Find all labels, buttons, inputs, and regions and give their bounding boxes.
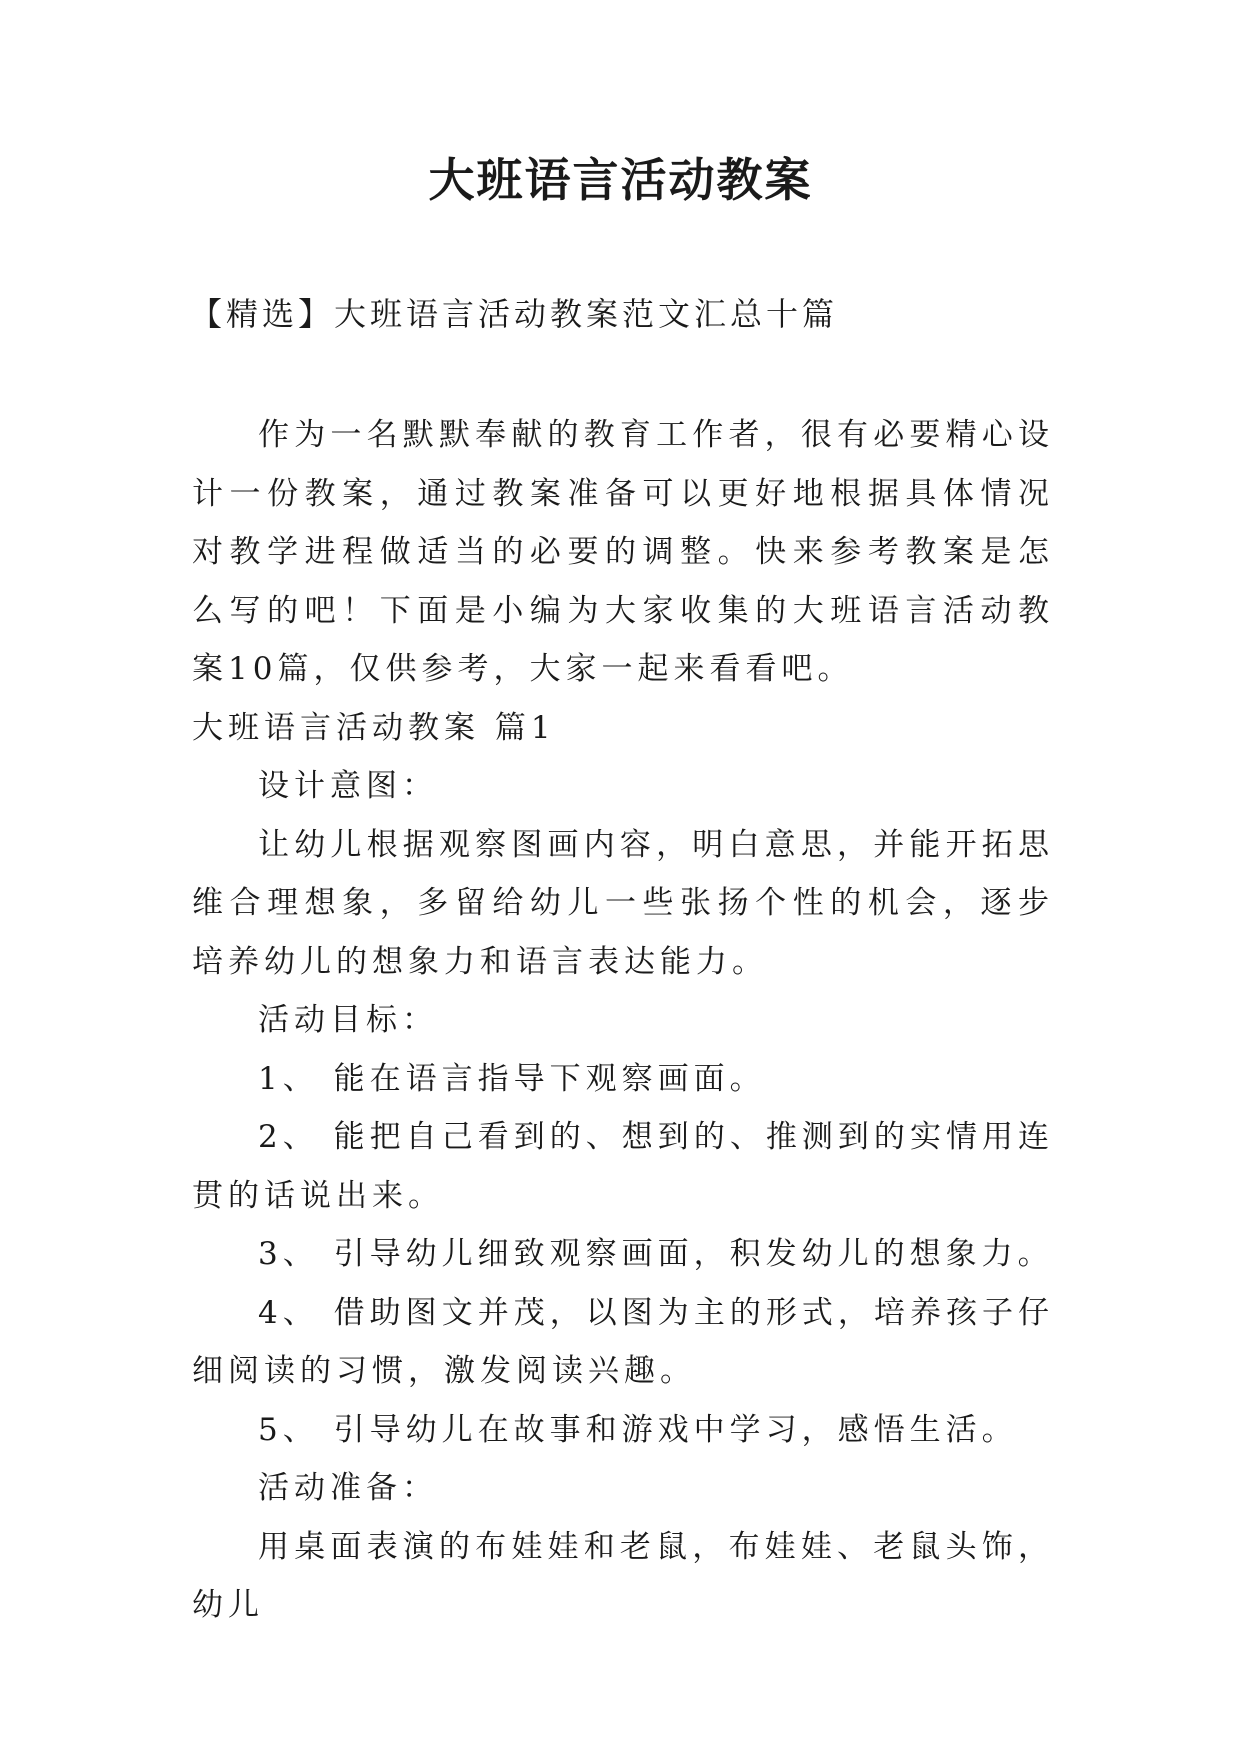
activity-preparation-label: 活动准备： (258, 1470, 438, 1506)
section-heading: 大班语言活动教案 篇1 (192, 709, 556, 746)
goal-item: 1、 能在语言指导下观察画面。 (258, 1060, 766, 1097)
goal-item: 5、 引导幼儿在故事和游戏中学习，感悟生活。 (258, 1411, 1018, 1448)
goal-item: 4、 借助图文并茂，以图为主的形式，培养孩子仔细阅读的习惯，激发阅读兴趣。 (192, 1294, 1054, 1389)
goal-item: 3、 引导幼儿细致观察画面，积发幼儿的想象力。 (258, 1236, 1054, 1272)
preparation-paragraph: 用桌面表演的布娃娃和老鼠，布娃娃、老鼠头饰，幼儿 (192, 1528, 1054, 1623)
activity-goals-label: 活动目标： (258, 1002, 438, 1038)
document-body (192, 406, 1054, 1635)
intro-paragraph: 作为一名默默奉献的教育工作者，很有必要精心设计一份教案，通过教案准备可以更好地根据具体情况对教学进程做适当的必要的调整。快来参考教案是怎么写的吧！下面是小编为大家收集的大班语言活动教案10篇，仅供参考，大家一起来看看吧。 (192, 417, 1054, 687)
document-subtitle: 【精选】大班语言活动教案范文汇总十篇 (190, 295, 839, 333)
design-intent-label: 设计意图： (258, 768, 438, 804)
design-intent-paragraph: 让幼儿根据观察图画内容，明白意思，并能开拓思维合理想象，多留给幼儿一些张扬个性的机会，逐步培养幼儿的想象力和语言表达能力。 (192, 826, 1054, 980)
document-title: 大班语言活动教案 (428, 153, 813, 207)
goal-item: 2、 能把自己看到的、想到的、推测到的实情用连贯的话说出来。 (192, 1119, 1054, 1214)
